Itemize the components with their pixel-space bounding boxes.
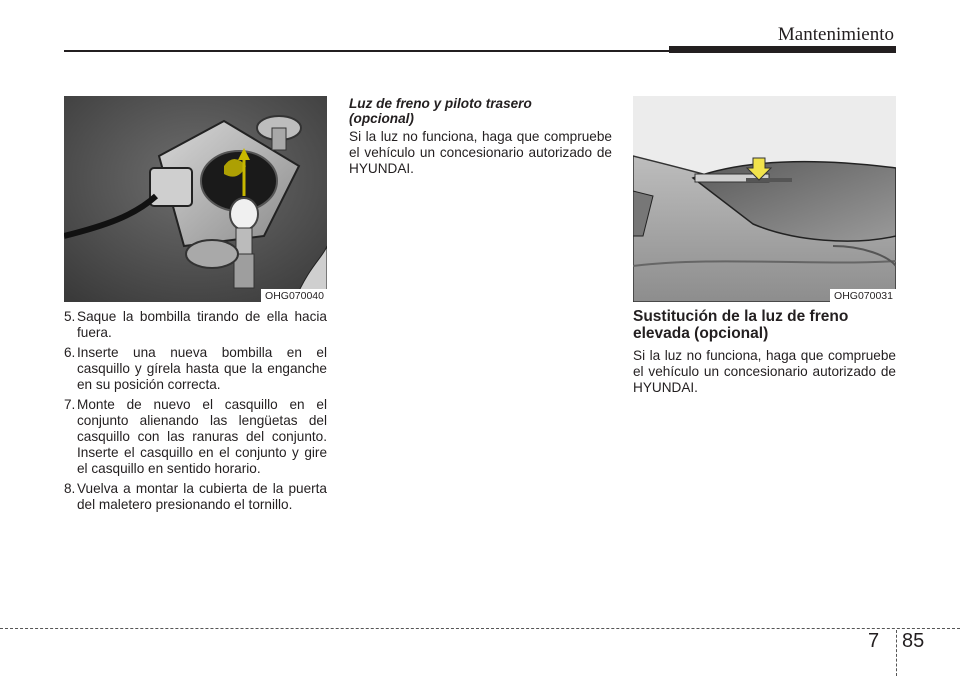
high-mount-stop-light-body: Si la luz no funciona, haga que compruebe el vehículo un concesionario autorizado de HYUNDAI. <box>633 348 896 395</box>
heading-line: (opcional) <box>349 111 414 126</box>
brake-tail-light-body: Si la luz no funciona, haga que compruebe el vehículo un concesionario autorizado de HYUNDAI. <box>349 129 612 176</box>
figure-code: OHG070040 <box>261 289 327 302</box>
steps-list <box>64 309 327 513</box>
car-rear-illustration <box>633 96 896 302</box>
chapter-number: 7 <box>868 630 880 652</box>
heading-line: Luz de freno y piloto trasero <box>349 96 532 111</box>
step-item <box>64 309 327 341</box>
footer-divider <box>896 630 897 676</box>
step-number: 7. <box>64 397 76 412</box>
car-rear-drawing <box>633 96 896 302</box>
step-number: 8. <box>64 481 76 496</box>
step-text: Vuelva a montar la cubierta de la puerta del maletero presionando el tornillo. <box>77 481 327 512</box>
heading-line: Sustitución de la luz de freno <box>633 308 849 325</box>
high-mount-stop-light-section <box>633 308 896 396</box>
step-number: 6. <box>64 345 76 360</box>
procedure-steps <box>64 309 327 517</box>
heading-line: elevada (opcional) <box>633 325 769 342</box>
brake-tail-light-heading <box>349 96 612 126</box>
brake-tail-light-section <box>349 96 612 177</box>
step-number: 5. <box>64 309 76 324</box>
header-rule <box>64 50 669 52</box>
step-item <box>64 397 327 477</box>
figure-code: OHG070031 <box>830 289 896 302</box>
high-mount-stop-light-heading <box>633 308 896 342</box>
header-rule-accent <box>669 46 896 53</box>
step-text: Monte de nuevo el casquillo en el conjunto alienando las lengüetas del casquillo con las ranuras del conjunto. Inserte el casquillo en el conjunto y gire el casquillo en sentido horario. <box>77 397 327 476</box>
footer-rule <box>0 628 960 629</box>
page-number: 85 <box>902 630 925 652</box>
step-text: Saque la bombilla tirando de ella hacia fuera. <box>77 309 327 340</box>
bulb-removal-drawing <box>64 96 327 302</box>
bulb-removal-illustration <box>64 96 327 302</box>
step-item <box>64 345 327 393</box>
step-item <box>64 481 327 513</box>
step-text: Inserte una nueva bombilla en el casquillo y gírela hasta que la enganche en su posición correcta. <box>77 345 327 392</box>
section-title: Mantenimiento <box>777 24 894 45</box>
